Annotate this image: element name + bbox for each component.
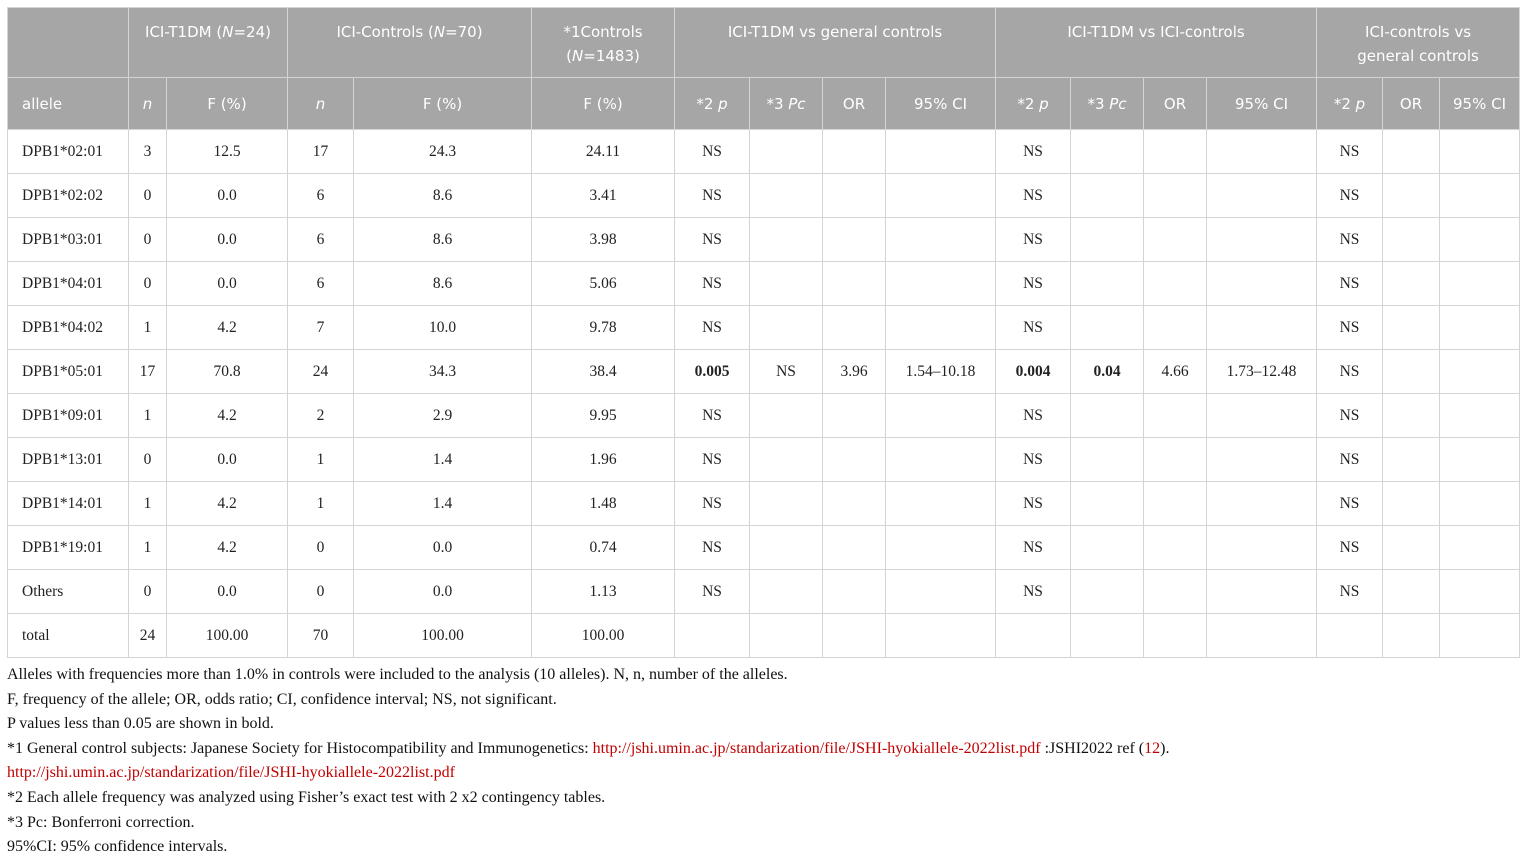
table-cell: NS — [1317, 394, 1383, 438]
table-cell: 9.95 — [532, 394, 675, 438]
header-text: ( — [566, 47, 573, 65]
allele-cell: DPB1*02:02 — [8, 174, 129, 218]
table-cell: 0.0 — [167, 438, 288, 482]
header-text: general controls — [1357, 47, 1479, 65]
table-cell: 24 — [288, 350, 354, 394]
table-cell — [1144, 218, 1207, 262]
table-cell: 8.6 — [354, 218, 532, 262]
table-cell — [886, 130, 996, 174]
table-row — [8, 218, 1520, 262]
header-text: *3 — [1087, 94, 1110, 113]
header-p — [996, 78, 1071, 130]
header-text: p — [1355, 94, 1366, 113]
table-row — [8, 614, 1520, 658]
table-row — [8, 174, 1520, 218]
header-text: =24) — [233, 23, 271, 41]
table-cell — [1440, 526, 1520, 570]
table-cell — [996, 614, 1071, 658]
table-cell: NS — [1317, 174, 1383, 218]
table-header — [8, 8, 1520, 130]
header-allele: allele — [8, 78, 129, 130]
table-cell — [1440, 174, 1520, 218]
table-cell — [750, 174, 823, 218]
table-cell: 6 — [288, 174, 354, 218]
table-cell — [1071, 262, 1144, 306]
table-row — [8, 394, 1520, 438]
header-text: ICI-controls vs — [1365, 23, 1472, 41]
table-cell: 0 — [129, 438, 167, 482]
footnote-text: *1 General control subjects: Japanese Society for Histocompatibility and Immunogenetics: — [7, 739, 593, 757]
table-cell: NS — [1317, 438, 1383, 482]
table-cell: 24.11 — [532, 130, 675, 174]
table-cell: 100.00 — [167, 614, 288, 658]
table-cell: 1.54–10.18 — [886, 350, 996, 394]
table-cell — [1440, 614, 1520, 658]
table-row — [8, 350, 1520, 394]
table-cell: 1 — [129, 306, 167, 350]
table-cell: 24 — [129, 614, 167, 658]
table-cell: 7 — [288, 306, 354, 350]
table-cell — [1144, 394, 1207, 438]
table-cell — [750, 570, 823, 614]
header-row-columns — [8, 78, 1520, 130]
table-cell — [823, 174, 886, 218]
allele-cell: Others — [8, 570, 129, 614]
header-or: OR — [1144, 78, 1207, 130]
table-cell — [750, 526, 823, 570]
table-cell — [1383, 262, 1440, 306]
table-row — [8, 262, 1520, 306]
header-controls — [532, 8, 675, 78]
table-cell: NS — [996, 130, 1071, 174]
table-cell: 1 — [288, 438, 354, 482]
table-cell — [1383, 570, 1440, 614]
table-cell — [823, 438, 886, 482]
table-cell — [823, 218, 886, 262]
table-cell: 3.41 — [532, 174, 675, 218]
table-cell — [1440, 570, 1520, 614]
table-cell — [823, 614, 886, 658]
footnote: *3 Pc: Bonferroni correction. — [7, 813, 195, 831]
table-cell — [1383, 306, 1440, 350]
table-cell: 3.96 — [823, 350, 886, 394]
table-cell: 4.2 — [167, 394, 288, 438]
table-body — [8, 130, 1520, 658]
table-cell: NS — [1317, 570, 1383, 614]
header-or: OR — [823, 78, 886, 130]
header-text: *2 — [1333, 94, 1356, 113]
table-cell — [1207, 482, 1317, 526]
table-cell: NS — [675, 174, 750, 218]
table-row — [8, 306, 1520, 350]
table-cell: NS — [675, 438, 750, 482]
header-ci: 95% CI — [1207, 78, 1317, 130]
header-ici-vs-general — [1317, 8, 1520, 78]
table-cell: 6 — [288, 262, 354, 306]
allele-cell: DPB1*02:01 — [8, 130, 129, 174]
reference-link[interactable]: 12 — [1144, 739, 1161, 757]
header-text: p — [1039, 94, 1049, 113]
table-cell — [1383, 174, 1440, 218]
header-text: ICI-Controls ( — [336, 23, 434, 41]
table-cell: 10.0 — [354, 306, 532, 350]
header-text: *2 — [1017, 94, 1040, 113]
allele-cell: DPB1*14:01 — [8, 482, 129, 526]
table-cell — [1207, 130, 1317, 174]
header-or: OR — [1383, 78, 1440, 130]
allele-cell: DPB1*03:01 — [8, 218, 129, 262]
table-cell — [1071, 174, 1144, 218]
table-cell: 4.2 — [167, 482, 288, 526]
table-cell: 0.74 — [532, 526, 675, 570]
table-cell — [1207, 174, 1317, 218]
table-cell — [886, 438, 996, 482]
header-ici-t1dm — [129, 8, 288, 78]
header-f: F (%) — [532, 78, 675, 130]
table-cell — [750, 218, 823, 262]
table-cell: 17 — [129, 350, 167, 394]
table-cell — [750, 394, 823, 438]
table-cell — [750, 482, 823, 526]
table-cell — [1144, 570, 1207, 614]
table-cell: NS — [996, 570, 1071, 614]
table-cell — [1144, 174, 1207, 218]
table-cell — [823, 130, 886, 174]
table-cell: 3 — [129, 130, 167, 174]
table-cell: 24.3 — [354, 130, 532, 174]
table-cell: 0.0 — [167, 218, 288, 262]
footnote — [7, 737, 1453, 762]
header-text: Pc — [1109, 94, 1127, 113]
table-cell: NS — [675, 526, 750, 570]
table-cell — [823, 394, 886, 438]
table-cell — [1144, 438, 1207, 482]
table-cell: 100.00 — [532, 614, 675, 658]
allele-cell: DPB1*05:01 — [8, 350, 129, 394]
footnote-text: :JSHI2022 ref ( — [1040, 739, 1145, 757]
table-cell — [1207, 218, 1317, 262]
table-cell — [1383, 350, 1440, 394]
table-cell: 12.5 — [167, 130, 288, 174]
table-cell — [1383, 614, 1440, 658]
allele-cell: DPB1*09:01 — [8, 394, 129, 438]
table-cell — [1071, 130, 1144, 174]
table-row — [8, 570, 1520, 614]
table-cell — [886, 526, 996, 570]
allele-cell: DPB1*04:01 — [8, 262, 129, 306]
table-cell: 8.6 — [354, 174, 532, 218]
table-cell — [1207, 394, 1317, 438]
footnote-text: ). — [1160, 739, 1170, 757]
table-cell: NS — [675, 218, 750, 262]
table-cell: 1 — [129, 526, 167, 570]
footnote — [7, 761, 1453, 786]
table-cell — [750, 306, 823, 350]
table-cell: NS — [1317, 350, 1383, 394]
table-cell — [886, 482, 996, 526]
table-cell: 70.8 — [167, 350, 288, 394]
table-cell — [1440, 262, 1520, 306]
table-cell: NS — [996, 394, 1071, 438]
table-cell: 4.66 — [1144, 350, 1207, 394]
table-cell — [823, 262, 886, 306]
table-cell: NS — [675, 394, 750, 438]
table-cell: 70 — [288, 614, 354, 658]
header-row-groups — [8, 8, 1520, 78]
table-container — [7, 7, 1507, 860]
table-cell — [1207, 438, 1317, 482]
table-cell — [1207, 526, 1317, 570]
table-cell — [886, 570, 996, 614]
header-n: n — [288, 78, 354, 130]
table-cell — [823, 526, 886, 570]
table-cell: 0.0 — [354, 526, 532, 570]
header-ci: 95% CI — [1440, 78, 1520, 130]
table-cell — [886, 218, 996, 262]
header-pc — [750, 78, 823, 130]
table-cell — [1440, 218, 1520, 262]
table-cell: 100.00 — [354, 614, 532, 658]
table-cell: 38.4 — [532, 350, 675, 394]
header-f: F (%) — [354, 78, 532, 130]
table-cell — [1144, 130, 1207, 174]
table-cell — [1383, 438, 1440, 482]
table-cell: 1 — [129, 482, 167, 526]
table-cell: 8.6 — [354, 262, 532, 306]
table-cell — [1144, 526, 1207, 570]
allele-cell: DPB1*04:02 — [8, 306, 129, 350]
table-cell — [1207, 614, 1317, 658]
header-text: =70) — [445, 23, 483, 41]
table-cell: NS — [675, 262, 750, 306]
table-cell: NS — [996, 438, 1071, 482]
table-cell: NS — [996, 306, 1071, 350]
table-cell — [1440, 130, 1520, 174]
allele-cell: total — [8, 614, 129, 658]
table-cell: NS — [1317, 526, 1383, 570]
table-cell: NS — [996, 482, 1071, 526]
footnote: F, frequency of the allele; OR, odds ratio; CI, confidence interval; NS, not significant. — [7, 690, 557, 708]
table-cell — [886, 306, 996, 350]
header-text: ICI-T1DM ( — [145, 23, 223, 41]
table-cell — [1071, 394, 1144, 438]
table-cell — [1071, 526, 1144, 570]
table-cell: 2 — [288, 394, 354, 438]
table-cell — [886, 394, 996, 438]
table-cell — [1144, 614, 1207, 658]
table-cell: 1.73–12.48 — [1207, 350, 1317, 394]
table-cell: 17 — [288, 130, 354, 174]
header-text: N — [433, 23, 446, 41]
header-text: =1483) — [583, 47, 640, 65]
header-text: Pc — [788, 94, 806, 113]
table-cell — [886, 614, 996, 658]
table-cell — [1383, 482, 1440, 526]
header-text: N — [572, 47, 584, 65]
footnote-link[interactable]: http://jshi.umin.ac.jp/standarization/file/JSHI-hyokiallele-2022list.pdf — [7, 764, 455, 782]
footnote: P values less than 0.05 are shown in bold. — [7, 715, 274, 733]
table-cell — [1317, 614, 1383, 658]
table-cell: 4.2 — [167, 306, 288, 350]
header-p — [675, 78, 750, 130]
table-cell: NS — [675, 130, 750, 174]
footnote: *2 Each allele frequency was analyzed using Fisher’s exact test with 2 x2 contingency tables. — [7, 788, 606, 806]
table-cell: 0.04 — [1071, 350, 1144, 394]
table-cell: NS — [750, 350, 823, 394]
table-cell: NS — [1317, 482, 1383, 526]
table-cell: NS — [1317, 130, 1383, 174]
table-row — [8, 482, 1520, 526]
table-cell: 0.005 — [675, 350, 750, 394]
table-cell: 0.0 — [167, 570, 288, 614]
table-cell: NS — [996, 262, 1071, 306]
header-text: *1Controls — [563, 23, 643, 41]
table-cell: 0 — [129, 218, 167, 262]
table-row — [8, 130, 1520, 174]
table-cell — [1071, 306, 1144, 350]
table-cell — [1144, 482, 1207, 526]
footnote: Alleles with frequencies more than 1.0% in controls were included to the analysis (10 alleles). N, n, number of the alleles. — [7, 666, 788, 683]
table-cell: NS — [675, 482, 750, 526]
table-cell: NS — [1317, 218, 1383, 262]
table-cell — [1383, 526, 1440, 570]
table-cell — [1207, 306, 1317, 350]
header-ici-controls — [288, 8, 532, 78]
table-cell — [1071, 482, 1144, 526]
table-cell: 0 — [129, 174, 167, 218]
table-cell: NS — [1317, 306, 1383, 350]
table-cell — [1207, 262, 1317, 306]
table-cell: 0 — [129, 570, 167, 614]
table-cell — [1440, 394, 1520, 438]
table-cell: 1.13 — [532, 570, 675, 614]
table-cell: 0 — [288, 570, 354, 614]
header-empty-cell — [8, 8, 129, 78]
table-cell: 0 — [288, 526, 354, 570]
table-cell — [1071, 218, 1144, 262]
header-f: F (%) — [167, 78, 288, 130]
header-pc — [1071, 78, 1144, 130]
table-cell — [1440, 438, 1520, 482]
table-cell — [1144, 306, 1207, 350]
header-vs-ici: ICI-T1DM vs ICI-controls — [996, 8, 1317, 78]
allele-cell: DPB1*19:01 — [8, 526, 129, 570]
header-text: *2 — [696, 94, 719, 113]
table-cell — [750, 262, 823, 306]
table-cell — [823, 306, 886, 350]
header-vs-general: ICI-T1DM vs general controls — [675, 8, 996, 78]
table-row — [8, 438, 1520, 482]
table-cell — [886, 174, 996, 218]
table-cell — [1071, 614, 1144, 658]
table-cell — [750, 130, 823, 174]
table-footnotes — [7, 663, 1453, 860]
allele-cell: DPB1*13:01 — [8, 438, 129, 482]
table-cell: 34.3 — [354, 350, 532, 394]
table-cell — [823, 482, 886, 526]
table-cell: 1.4 — [354, 482, 532, 526]
header-p — [1317, 78, 1383, 130]
table-cell: NS — [675, 570, 750, 614]
allele-frequency-table — [7, 7, 1520, 658]
table-cell: 1.96 — [532, 438, 675, 482]
table-cell: 0.0 — [354, 570, 532, 614]
table-cell — [1207, 570, 1317, 614]
table-cell: 0.0 — [167, 174, 288, 218]
table-cell — [675, 614, 750, 658]
table-cell: NS — [1317, 262, 1383, 306]
table-cell: 5.06 — [532, 262, 675, 306]
table-cell: NS — [996, 526, 1071, 570]
table-cell: 2.9 — [354, 394, 532, 438]
table-cell: 0.0 — [167, 262, 288, 306]
table-cell — [886, 262, 996, 306]
header-text: N — [222, 23, 234, 41]
table-cell — [1383, 218, 1440, 262]
table-cell: 0.004 — [996, 350, 1071, 394]
table-cell: 9.78 — [532, 306, 675, 350]
header-n: n — [129, 78, 167, 130]
table-cell — [1071, 570, 1144, 614]
footnote-link[interactable]: http://jshi.umin.ac.jp/standarization/file/JSHI-hyokiallele-2022list.pdf — [592, 739, 1041, 757]
table-cell — [1144, 262, 1207, 306]
table-cell: 4.2 — [167, 526, 288, 570]
table-cell — [750, 438, 823, 482]
table-cell: 6 — [288, 218, 354, 262]
table-cell: 1 — [129, 394, 167, 438]
footnote: 95%CI: 95% confidence intervals. — [7, 838, 228, 856]
table-row — [8, 526, 1520, 570]
table-cell: NS — [996, 218, 1071, 262]
table-cell — [1440, 306, 1520, 350]
header-text: *3 — [766, 94, 789, 113]
header-ci: 95% CI — [886, 78, 996, 130]
table-cell: 1 — [288, 482, 354, 526]
header-text: p — [718, 94, 728, 113]
table-cell: 3.98 — [532, 218, 675, 262]
table-cell — [823, 570, 886, 614]
table-cell — [1383, 394, 1440, 438]
table-cell: NS — [675, 306, 750, 350]
table-cell — [1440, 482, 1520, 526]
table-cell — [750, 614, 823, 658]
table-cell — [1071, 438, 1144, 482]
table-cell — [1383, 130, 1440, 174]
table-cell: 0 — [129, 262, 167, 306]
table-cell: 1.48 — [532, 482, 675, 526]
table-cell: 1.4 — [354, 438, 532, 482]
table-cell: NS — [996, 174, 1071, 218]
table-cell — [1440, 350, 1520, 394]
